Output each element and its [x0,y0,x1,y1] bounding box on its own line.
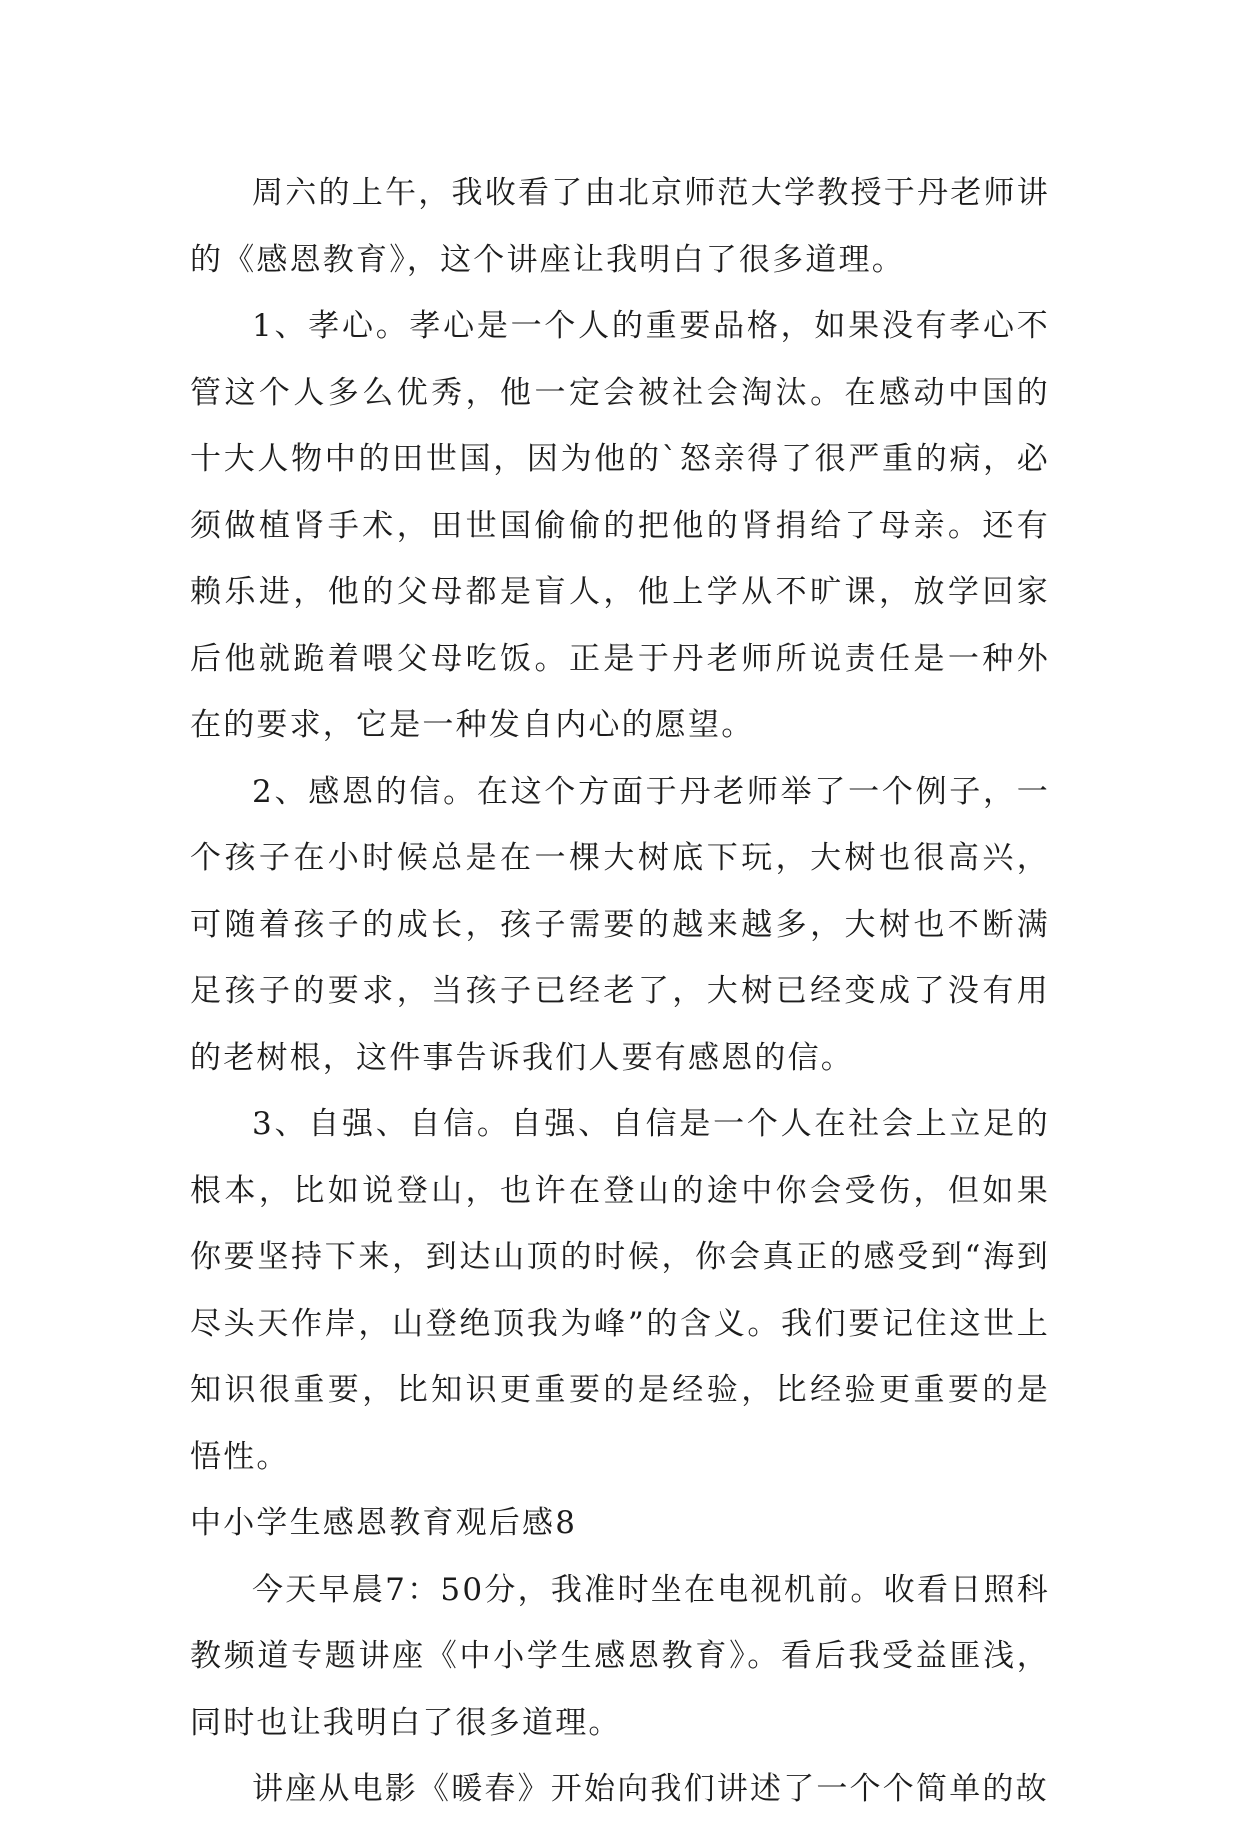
paragraph-morning-broadcast: 今天早晨7：50分，我准时坐在电视机前。收看日照科教频道专题讲座《中小学生感恩教育》。看后我受益匪浅，同时也让我明白了很多道理。 [190,1571,1050,1741]
paragraph-lecture-start: 讲座从电影《暖春》开始向我们讲述了一个个简单的故 [252,1771,1049,1807]
paragraph-point-3-self-confidence: 3、自强、自信。自强、自信是一个人在社会上立足的根本，比如说登山，也许在登山的途中你会受伤，但如果你要坚持下来，到达山顶的时候，你会真正的感受到“海到尽头天作岸，山登绝顶我为峰”的含义。我们要记住这世上知识很重要，比知识更重要的是经验，比经验更重要的是悟性。 [190,1106,1050,1475]
paragraph-intro: 周六的上午，我收看了由北京师范大学教授于丹老师讲的《感恩教育》，这个讲座让我明白了很多道理。 [190,175,1050,278]
paragraph-point-2-gratitude: 2、感恩的信。在这个方面于丹老师举了一个例子，一个孩子在小时候总是在一棵大树底下玩，大树也很高兴，可随着孩子的成长，孩子需要的越来越多，大树也不断满足孩子的要求，当孩子已经老了，大树已经变成了没有用的老树根，这件事告诉我们人要有感恩的信。 [190,773,1050,1076]
section-heading: 中小学生感恩教育观后感8 [190,1505,578,1541]
document-body [190,160,1050,1823]
paragraph-point-1-filial-piety: 1、孝心。孝心是一个人的重要品格，如果没有孝心不管这个人多么优秀，他一定会被社会淘汰。在感动中国的十大人物中的田世国，因为他的`怒亲得了很严重的病，必须做植肾手术，田世国偷偷的把他的肾捐给了母亲。还有赖乐进，他的父母都是盲人，他上学从不旷课，放学回家后他就跪着喂父母吃饭。正是于丹老师所说责任是一种外在的要求，它是一种发自内心的愿望。 [190,308,1050,743]
